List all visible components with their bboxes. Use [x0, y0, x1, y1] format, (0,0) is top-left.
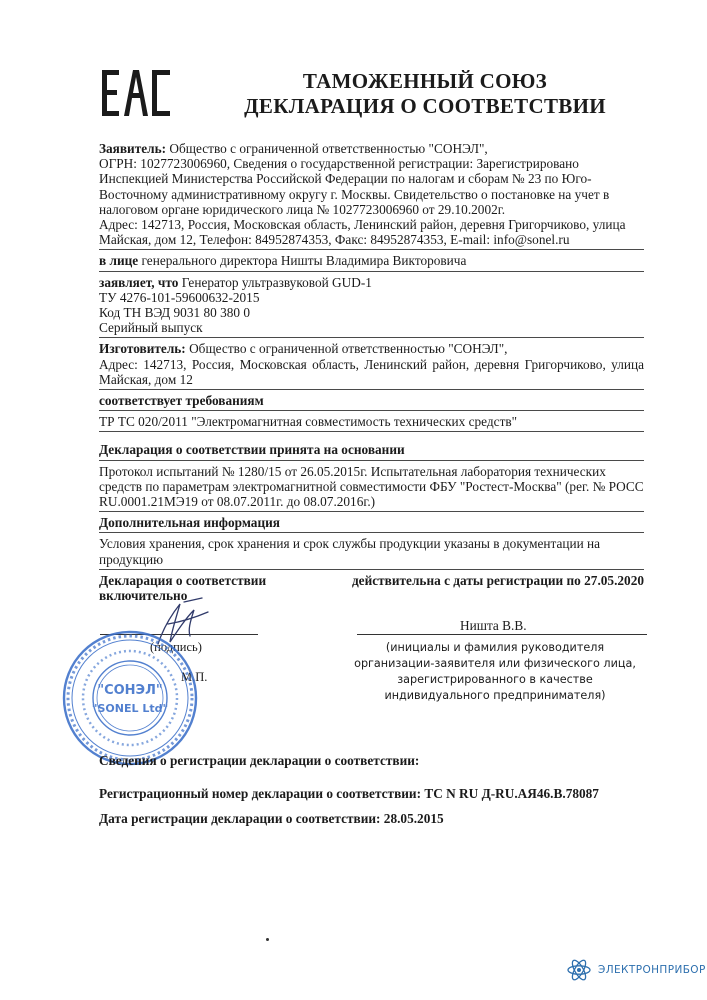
- divider: [99, 460, 644, 461]
- signer-caption: (инициалы и фамилия руководителя организации-заявителя или физического лица, зарегистрированного в качестве индивидуального предпринимателя): [354, 641, 636, 702]
- person-name: генерального директора Ништы Владимира Викторовича: [138, 253, 467, 269]
- validity-part-c: включительно: [99, 588, 188, 604]
- product-line: [99, 275, 644, 290]
- registration-heading: Сведения о регистрации декларации о соответствии:: [99, 753, 420, 768]
- manufacturer-address: Адрес: 142713, Россия, Московская область, Ленинский район, деревня Григорчиково, улица Майская, дом 12: [99, 356, 644, 387]
- product-label: заявляет, что: [99, 274, 179, 290]
- divider: [99, 389, 644, 390]
- logo-text: ЭЛЕКТРОНПРИБОР: [598, 964, 706, 976]
- applicant-person-line: [99, 253, 644, 268]
- company-stamp: [60, 628, 200, 768]
- divider: [99, 569, 644, 570]
- applicant-address: Адрес: 142713, Россия, Московская область, Ленинский район, деревня Григорчиково, улица Майская, дом 12, Телефон: 84952874353, Факс: 84952874353, E-mail: info@sonel.ru: [99, 217, 626, 248]
- additional-label: Дополнительная информация: [99, 515, 280, 531]
- stamp-name-en: "SONEL Ltd": [91, 702, 169, 715]
- manufacturer-label: Изготовитель:: [99, 341, 186, 357]
- signer-name-line: [357, 634, 647, 635]
- divider: [99, 532, 644, 533]
- validity-part-a: Декларация о соответствии: [99, 572, 267, 588]
- product-tu: ТУ 4276-101-59600632-2015: [99, 289, 260, 305]
- registration-number: Регистрационный номер декларации о соответствии: ТС N RU Д-RU.АЯ46.В.78087: [99, 786, 599, 801]
- speck: [266, 938, 269, 941]
- manufacturer-name: Общество с ограниченной ответственностью "СОНЭЛ",: [185, 341, 508, 357]
- divider: [99, 511, 644, 512]
- basis-label: Декларация о соответствии принята на основании: [99, 442, 405, 458]
- divider: [99, 431, 644, 432]
- elektronpribor-logo: [566, 957, 706, 983]
- additional-text: Условия хранения, срок хранения и срок службы продукции указаны в документации на продукцию: [99, 536, 601, 567]
- requirements-text: ТР ТС 020/2011 "Электромагнитная совместимость технических средств": [99, 414, 518, 430]
- eac-mark-logo: [100, 68, 172, 118]
- validity-line: [99, 573, 644, 588]
- signer-name: Ништа В.В.: [460, 618, 527, 633]
- validity-part-b: действительна с даты регистрации по 27.05.2020: [351, 572, 644, 588]
- applicant-ogrn: ОГРН: 1027723006960, Сведения о государственной регистрации: Зарегистрировано Инспекцией Министерства Российской Федерации по налогам и сборам № 23 по Юго-Восточному административному округу г. Москвы. Свидетельство о постановке на учет в налоговом органе юридического лица № 1027723006960 от 29.10.2002г.: [99, 156, 610, 217]
- applicant-label: Заявитель:: [99, 141, 167, 156]
- divider: [99, 410, 644, 411]
- product-name: Генератор ультразвуковой GUD-1: [178, 274, 372, 290]
- document-title-declaration: ДЕКЛАРАЦИЯ О СООТВЕТСТВИИ: [244, 94, 606, 118]
- manufacturer-line: [99, 341, 644, 356]
- divider: [99, 271, 644, 272]
- signature-caption: (подпись): [150, 640, 202, 654]
- product-code: Код ТН ВЭД 9031 80 380 0: [99, 305, 250, 321]
- divider: [99, 337, 644, 338]
- applicant-line: [99, 141, 644, 156]
- stamp-name-ru: "СОНЭЛ": [97, 683, 163, 698]
- divider: [99, 249, 644, 250]
- document-title-union: ТАМОЖЕННЫЙ СОЮЗ: [302, 69, 548, 93]
- registration-date: Дата регистрации декларации о соответствии: 28.05.2015: [99, 811, 444, 826]
- declaration-body: [99, 141, 644, 603]
- requirements-label: соответствует требованиям: [99, 393, 264, 409]
- seal-caption: М.П.: [181, 670, 208, 684]
- basis-text: Протокол испытаний № 1280/15 от 26.05.2015г. Испытательная лаборатория технических средств по параметрам электромагнитной совместимости ФБУ "Ростест-Москва" (рег. № РОСС RU.0001.21МЭ19 от 08.07.2011г. до 08.07.2016г.): [99, 463, 644, 510]
- applicant-name: Общество с ограниченной ответственностью "СОНЭЛ",: [166, 141, 488, 156]
- product-series: Серийный выпуск: [99, 320, 203, 336]
- person-label: в лице: [99, 253, 139, 269]
- atom-icon: [566, 957, 592, 983]
